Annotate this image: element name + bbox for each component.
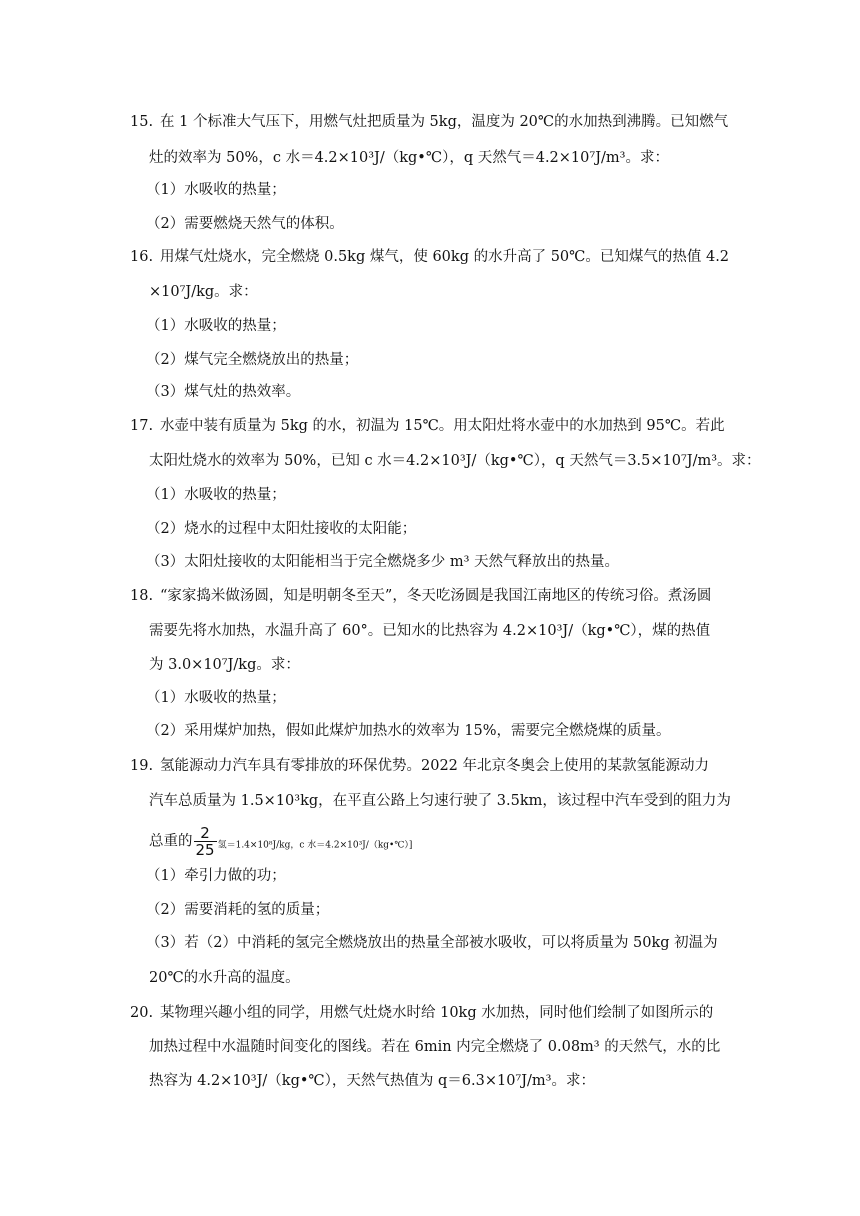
problem-subquestion: （2）采用煤炉加热，假如此煤炉加热水的效率为 15%，需要完全燃烧煤的质量。 — [146, 723, 671, 739]
problem-text: 在 1 个标准大气压下，用燃气灶把质量为 5kg，温度为 20℃的水加热到沸腾。已知燃气 — [160, 114, 729, 130]
problem-subquestion: （1）牵引力做的功； — [146, 868, 286, 884]
problem-text: 需要先将水加热，水温升高了 60°。已知水的比热容为 4.2×10³J/（kg•℃），煤的热值 — [149, 623, 711, 639]
problem-number: 15. — [130, 114, 154, 130]
problem-subquestion: （1）水吸收的热量； — [146, 690, 286, 706]
problem-subquestion: 20℃的水升高的温度。 — [149, 970, 300, 986]
problem-text: ×10⁷J/kg。求： — [149, 284, 258, 300]
problem-text: 为 3.0×10⁷J/kg。求： — [149, 657, 300, 673]
problem-subquestion: （2）需要消耗的氢的质量； — [146, 902, 330, 918]
problem-subquestion: （1）水吸收的热量； — [146, 182, 286, 198]
problem-subquestion: （3）太阳灶接收的太阳能相当于完全燃烧多少 m³ 天然气释放出的热量。 — [146, 554, 620, 570]
problem-text: 用煤气灶烧水，完全燃烧 0.5kg 煤气，使 60kg 的水升高了 50℃。已知煤气的热值 4.2 — [160, 249, 730, 265]
problem-number: 18. — [130, 588, 154, 604]
fraction — [194, 825, 217, 858]
problem-text: 氢能源动力汽车具有零排放的环保优势。2022 年北京冬奥会上使用的某款氢能源动力 — [160, 758, 710, 774]
problem-text: 水壶中装有质量为 5kg 的水，初温为 15℃。用太阳灶将水壶中的水加热到 95℃。若此 — [160, 418, 725, 434]
problem-subquestion: （1）水吸收的热量； — [146, 487, 286, 503]
problem-subquestion: （3）若（2）中消耗的氢完全燃烧放出的热量全部被水吸收，可以将质量为 50kg 初温为 — [146, 935, 718, 951]
problem-subquestion: （2）需要燃烧天然气的体积。 — [146, 216, 344, 232]
problem-number: 19. — [130, 758, 154, 774]
problem-subquestion: （2）烧水的过程中太阳灶接收的太阳能； — [146, 521, 417, 537]
problem-number: 20. — [130, 1005, 154, 1021]
problem-text: 太阳灶烧水的效率为 50%，已知 c 水＝4.2×10³J/（kg•℃），q 天然气＝3.5×10⁷J/m³。求： — [149, 453, 761, 469]
problem-text: 总重的 — [149, 833, 193, 850]
problem-text: “家家捣米做汤圆，知是明朝冬至天”，冬天吃汤圆是我国江南地区的传统习俗。煮汤圆 — [160, 588, 712, 604]
problem-text: 某物理兴趣小组的同学，用燃气灶烧水时给 10kg 水加热，同时他们绘制了如图所示的 — [160, 1005, 714, 1021]
problem-text: 热容为 4.2×10³J/（kg•℃），天然气热值为 q＝6.3×10⁷J/m³。求： — [149, 1073, 595, 1089]
problem-text: 汽车总质量为 1.5×10³kg，在平直公路上匀速行驶了 3.5km，该过程中汽车受到的阻力为 — [149, 793, 731, 809]
fraction-numerator: 2 — [194, 825, 217, 842]
problem-text: 灶的效率为 50%，c 水＝4.2×10³J/（kg•℃），q 天然气＝4.2×10⁷J/m³。求： — [149, 150, 669, 166]
problem-number: 16. — [130, 249, 154, 265]
problem-text: 氢＝1.4×10⁸J/kg，c 水＝4.2×10³J/（kg•℃）] — [217, 840, 413, 851]
fraction-denominator: 25 — [195, 841, 215, 859]
problem-number: 17. — [130, 418, 154, 434]
problem-text: 加热过程中水温随时间变化的图线。若在 6min 内完全燃烧了 0.08m³ 的天然气，水的比 — [149, 1039, 721, 1055]
problem-subquestion: （2）煤气完全燃烧放出的热量； — [146, 352, 359, 368]
problem-subquestion: （3）煤气灶的热效率。 — [146, 384, 301, 400]
problem-text-with-fraction — [149, 825, 412, 858]
problem-subquestion: （1）水吸收的热量； — [146, 318, 286, 334]
